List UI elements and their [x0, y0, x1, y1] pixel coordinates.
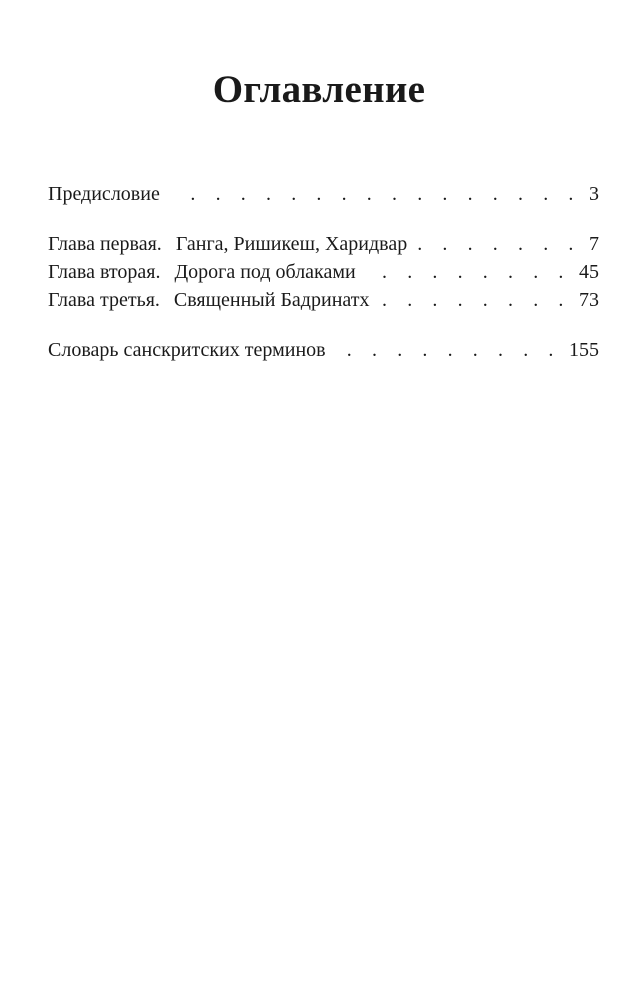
toc-entry-page: 45: [579, 261, 599, 283]
toc-entry-chapter-3[interactable]: [48, 286, 599, 314]
toc-entry-title: Ганга, Ришикеш, Харидвар: [175, 233, 408, 255]
toc-entry-page: 3: [589, 183, 599, 205]
toc-entry-chapter-2[interactable]: [48, 258, 599, 286]
toc-heading: Оглавление: [212, 68, 426, 111]
dot-leader: [366, 258, 571, 286]
toc-entry-chapter: Глава вторая.: [48, 261, 161, 283]
toc-entry-title: Священный Бадринатх: [173, 289, 370, 311]
dot-leader: [336, 336, 561, 364]
toc-entry-title: Словарь санскритских терминов: [48, 339, 326, 361]
toc-entry-page: 155: [569, 339, 599, 361]
toc-entry-page: 73: [579, 289, 599, 311]
dot-leader: [417, 230, 581, 258]
dot-leader: [380, 286, 572, 314]
toc-entry-title: Предисловие: [48, 183, 160, 205]
toc-entry-title: Дорога под облаками: [174, 261, 356, 283]
dot-leader: [170, 180, 581, 208]
toc-entry-page: 7: [589, 233, 599, 255]
toc-entry-glossary[interactable]: [48, 336, 599, 364]
toc-entry-chapter: Глава третья.: [48, 289, 160, 311]
toc-entry-chapter: Глава первая.: [48, 233, 162, 255]
toc-entry-chapter-1[interactable]: [48, 230, 599, 258]
toc-entry-preface[interactable]: [48, 180, 599, 208]
